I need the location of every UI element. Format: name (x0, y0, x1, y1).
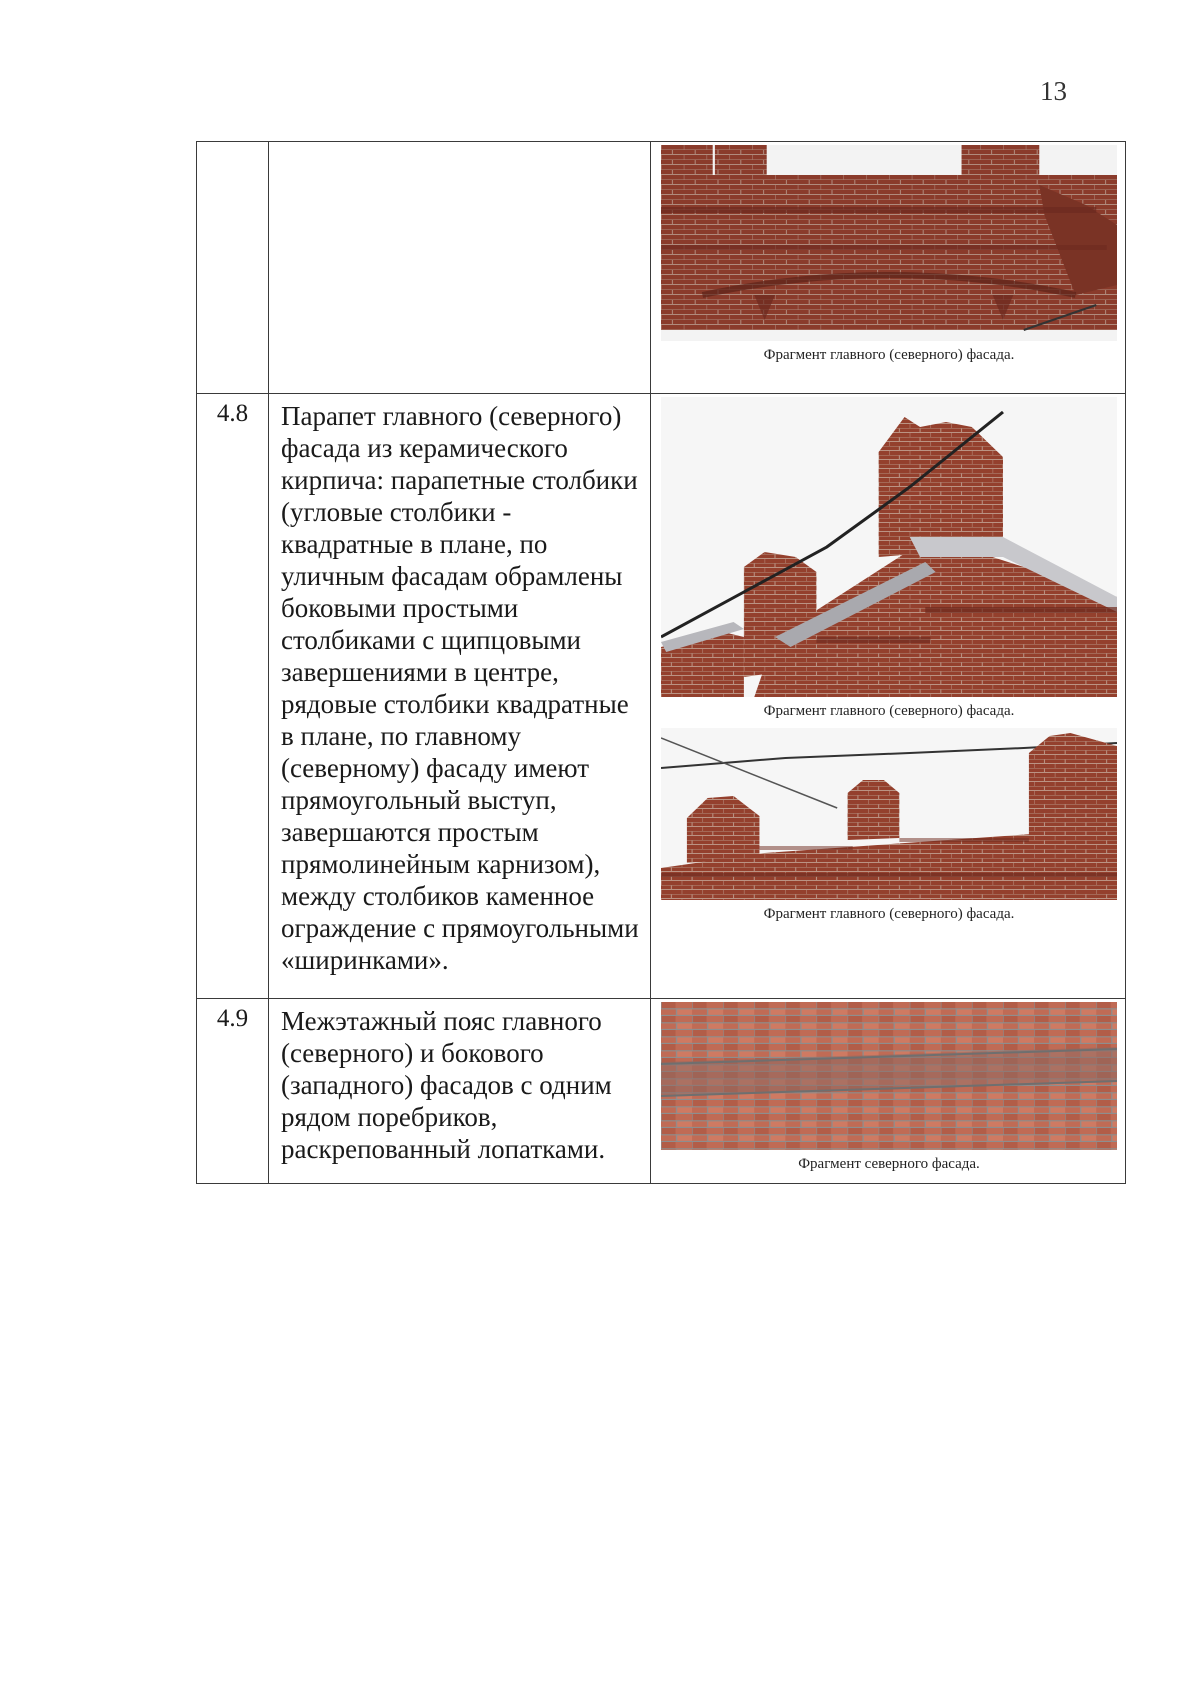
photo-caption: Фрагмент главного (северного) фасада. (763, 703, 1015, 719)
page-number: 13 (1040, 76, 1067, 106)
facade-photo (661, 1002, 1117, 1150)
facade-photo (661, 397, 1117, 697)
photo-caption: Фрагмент главного (северного) фасада. (763, 347, 1015, 363)
row-number: 4.8 (197, 394, 269, 999)
photo-caption: Фрагмент главного (северного) фасада. (763, 906, 1015, 922)
table-row (197, 394, 1126, 999)
photo-cell (651, 394, 1126, 999)
row-description: Межэтажный пояс главного (северного) и бокового (западного) фасадов с одним рядом поребриков, раскрепованный лопатками. (269, 999, 651, 1184)
row-number (197, 142, 269, 394)
brick-cornice-image (661, 145, 1117, 341)
row-description: Парапет главного (северного) фасада из керамического кирпича: парапетные столбики (угловые столбики - квадратные в плане, по уличным фасадам обрамлены боковыми простыми столбиками с щипцовыми завершениями в центре, рядовые столбики квадратные в плане, по главному (северному) фасаду имеют прямоугольный выступ, завершаются простым прямолинейным карнизом), между столбиков каменное ограждение с прямоугольными «ширинками». (269, 394, 651, 999)
row-number: 4.9 (197, 999, 269, 1184)
facade-photo (661, 728, 1117, 900)
row-description (269, 142, 651, 394)
photo-caption: Фрагмент северного фасада. (798, 1156, 980, 1172)
table-row (197, 999, 1126, 1184)
parapet-posts-image (661, 728, 1117, 900)
table-row (197, 142, 1126, 394)
photo-cell (651, 142, 1126, 394)
photo-cell (651, 999, 1126, 1184)
brick-belt-image (661, 1002, 1117, 1150)
facade-photo (661, 145, 1117, 341)
parapet-corner-image (661, 397, 1117, 697)
document-table (196, 141, 1126, 1184)
